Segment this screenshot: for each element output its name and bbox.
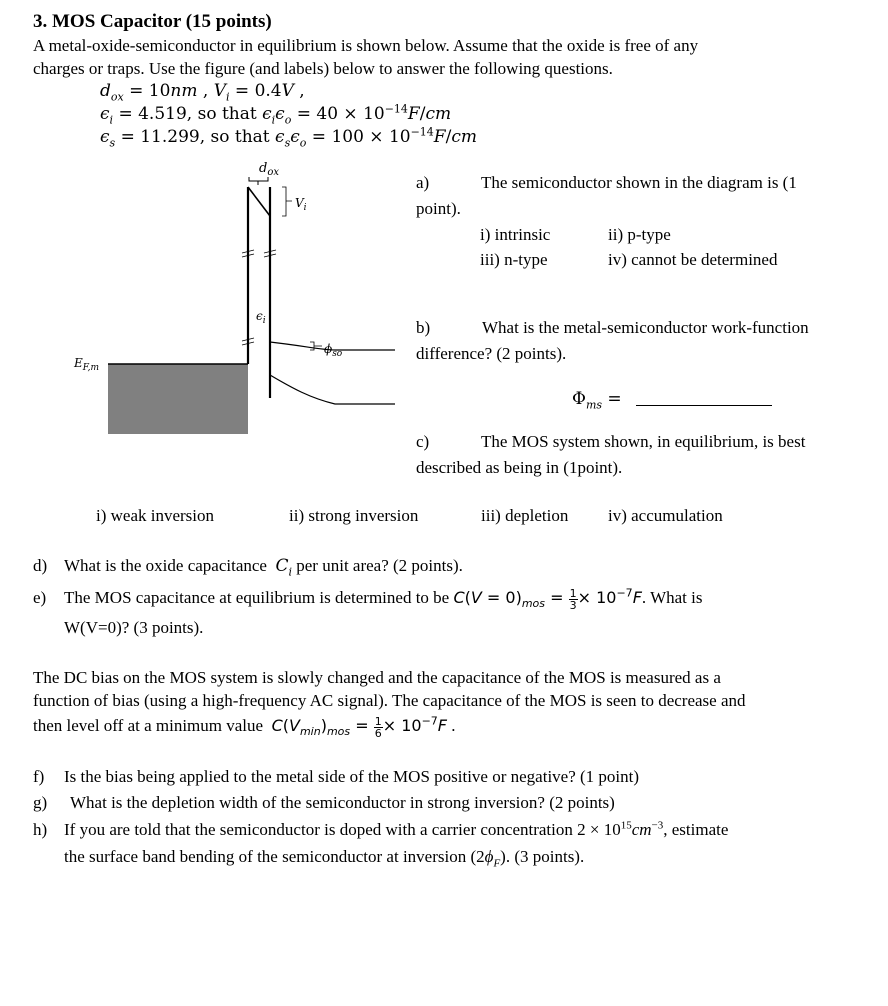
paragraph-line-1: The DC bias on the MOS system is slowly changed and the capacitance of the MOS is measured as a xyxy=(33,668,721,687)
part-a-text-1: The semiconductor shown in the diagram is (1 xyxy=(481,173,797,192)
part-h-text-1: If you are told that the semiconductor is doped with a carrier concentration $2 \times 10^{15}cm^{-3}$, estimate xyxy=(64,819,729,839)
part-a-option-2[interactable]: ii) p-type xyxy=(608,225,671,244)
part-g-label: g) xyxy=(33,793,48,812)
paragraph-expression: $C(V_{min})_{mos}$ = $\frac{1}{6}$ × $10^{-7}F$ xyxy=(271,714,447,740)
given-line-1: $d_{ox} = 10nm$ , $V_i = 0.4V$ , xyxy=(100,81,305,104)
paragraph-line-3: then level off at a minimum value $C(V_{min})_{mos}$ = $\frac{1}{6}$ × $10^{-7}F$ . xyxy=(33,714,456,740)
part-c-option-4[interactable]: iv) accumulation xyxy=(608,506,723,525)
part-c-option-1[interactable]: i) weak inversion xyxy=(96,506,215,525)
part-a-label: a) xyxy=(416,173,430,192)
part-f-text: Is the bias being applied to the metal side of the MOS positive or negative? (1 point) xyxy=(64,767,640,786)
part-d-symbol: $C_i$ xyxy=(275,556,293,579)
part-c-text-2: described as being in (1point). xyxy=(416,458,623,477)
label-ei: $\epsilon_i$ xyxy=(256,309,266,326)
label-efm: $E_{F,m}$ xyxy=(74,356,100,373)
part-e-text-2: W(V=0)? (3 points). xyxy=(64,618,204,637)
question-title: 3. MOS Capacitor (15 points) xyxy=(33,11,272,32)
part-c-text-1: The MOS system shown, in equilibrium, is best xyxy=(481,432,806,451)
part-a-option-3[interactable]: iii) n-type xyxy=(480,250,548,269)
part-c-label: c) xyxy=(416,432,430,451)
given-line-2: $\epsilon_i = 4.519$, so that $\epsilon_i\epsilon_o = 40 \times 10^{-14}F/cm$ xyxy=(100,102,452,127)
given-line-3: $\epsilon_s = 11.299$, so that $\epsilon_s\epsilon_o = 100 \times 10^{-14}F/cm$ xyxy=(100,125,477,150)
part-a-option-4[interactable]: iv) cannot be determined xyxy=(608,250,778,269)
metal-block xyxy=(108,364,248,434)
part-d-text: What is the oxide capacitance $C_i$ per unit area? (2 points). xyxy=(64,556,463,579)
part-d-label: d) xyxy=(33,556,48,575)
part-g-text: What is the depletion width of the semiconductor in strong inversion? (2 points) xyxy=(70,793,615,812)
part-e-label: e) xyxy=(33,588,47,607)
mos-band-diagram xyxy=(60,150,405,450)
part-e-expression: $C(V = 0)_{mos}$ = $\frac{1}{3}$ × $10^{-7}F$ xyxy=(453,586,642,612)
intro-line-1: A metal-oxide-semiconductor in equilibrium is shown below. Assume that the oxide is free of any xyxy=(33,36,699,55)
part-b-answer-blank[interactable] xyxy=(636,389,772,409)
label-vi: $V_i$ xyxy=(295,196,307,213)
part-b-label: b) xyxy=(416,318,431,337)
part-c-option-2[interactable]: ii) strong inversion xyxy=(289,506,419,525)
part-c-option-3[interactable]: iii) depletion xyxy=(481,506,569,525)
part-b-text-2: difference? (2 points). xyxy=(416,344,567,363)
label-dox: $d_{ox}$ xyxy=(259,161,279,178)
intro-line-2: charges or traps. Use the figure (and labels) below to answer the following questions. xyxy=(33,59,613,78)
part-a-option-1[interactable]: i) intrinsic xyxy=(480,225,551,244)
part-a-text-2: point). xyxy=(416,199,461,218)
part-h-text-2: the surface band bending of the semiconductor at inversion $(2\phi_F)$. (3 points). xyxy=(64,847,585,870)
part-f-label: f) xyxy=(33,767,45,786)
part-b-answer-label: $\Phi_{ms}$ = xyxy=(572,389,622,412)
part-h-label: h) xyxy=(33,820,48,839)
part-e-text: The MOS capacitance at equilibrium is determined to be $C(V = 0)_{mos}$ = $\frac{1}{3}$ × $10^{-7}F$. What is xyxy=(64,586,703,612)
part-b-text-1: What is the metal-semiconductor work-function xyxy=(482,318,809,337)
paragraph-line-2: function of bias (using a high-frequency AC signal). The capacitance of the MOS is seen to decrease and xyxy=(33,691,746,710)
label-phiso: $\phi_{so}$ xyxy=(324,342,343,359)
